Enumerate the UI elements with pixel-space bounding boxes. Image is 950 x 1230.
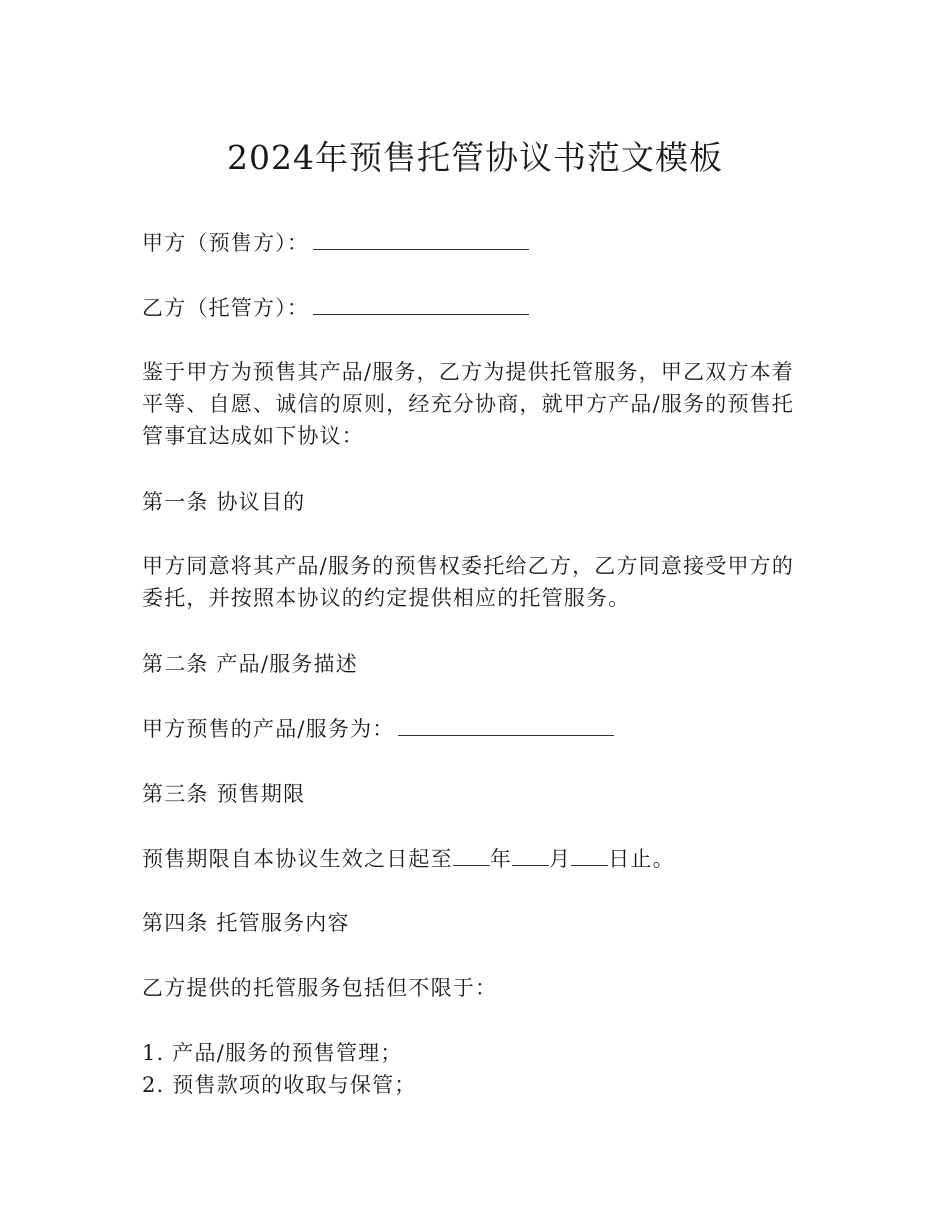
list-item: 1. 产品/服务的预售管理； (142, 1041, 403, 1065)
party-a-blank (313, 227, 529, 250)
day-blank (571, 843, 608, 866)
article3-body (142, 843, 808, 875)
article4-intro: 乙方提供的托管服务包括但不限于： (142, 976, 498, 1000)
year-label: 年 (489, 847, 513, 871)
article2-body-label: 甲方预售的产品/服务为： (142, 717, 395, 741)
party-a-line (142, 227, 808, 259)
month-label: 月 (549, 847, 572, 871)
party-b-blank (313, 292, 529, 315)
article2-heading: 第二条 产品/服务描述 (142, 652, 358, 676)
product-blank (398, 713, 614, 736)
preamble-paragraph: 鉴于甲方为预售其产品/服务，乙方为提供托管服务，甲乙双方本着平等、自愿、诚信的原则，经充分协商，就甲方产品/服务的预售托管事宜达成如下协议： (142, 360, 795, 448)
article1-heading: 第一条 协议目的 (142, 490, 306, 514)
month-blank (512, 843, 549, 866)
article1-body: 甲方同意将其产品/服务的预售权委托给乙方，乙方同意接受甲方的委托，并按照本协议的约定提供相应的托管服务。 (142, 554, 795, 610)
party-b-label: 乙方（托管方）： (142, 296, 310, 320)
article4-list (142, 1037, 808, 1101)
party-a-label: 甲方（预售方）： (142, 231, 310, 255)
day-end-label: 日止。 (608, 847, 675, 871)
list-item: 2. 预售款项的收取与保管； (142, 1073, 417, 1097)
party-b-line (142, 292, 808, 324)
article4-heading: 第四条 托管服务内容 (142, 911, 350, 935)
article3-heading: 第三条 预售期限 (142, 782, 306, 806)
document-title: 2024年预售托管协议书范文模板 (227, 138, 723, 177)
article3-part1: 预售期限自本协议生效之日起至 (142, 847, 453, 871)
article2-body (142, 713, 808, 745)
year-blank (453, 843, 490, 866)
